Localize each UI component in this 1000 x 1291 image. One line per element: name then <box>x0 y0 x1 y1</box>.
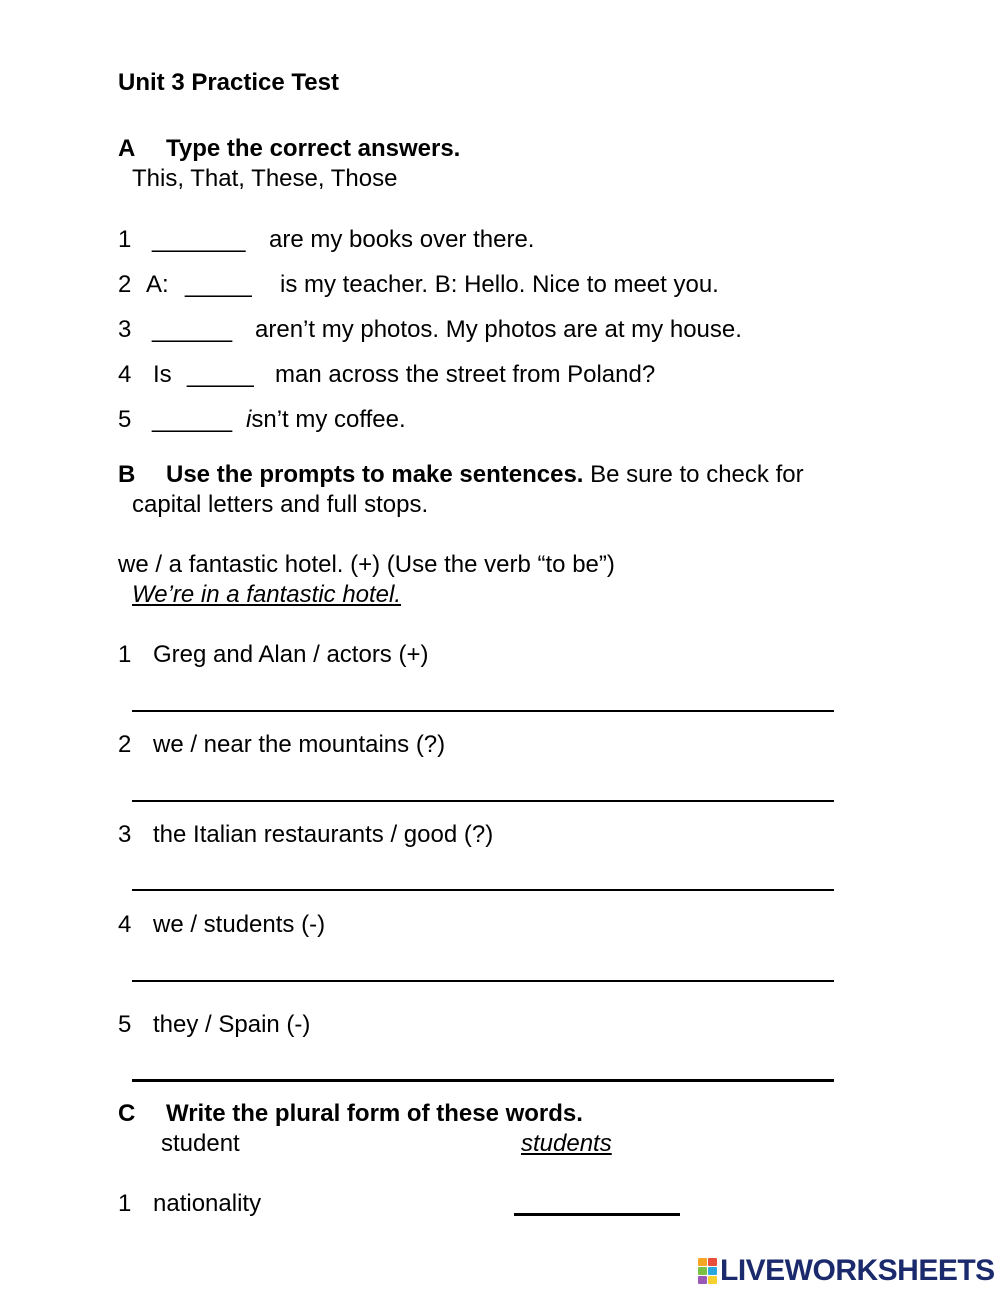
section-c-letter: C <box>118 1100 136 1127</box>
answer-line-b4[interactable] <box>132 980 834 982</box>
example-answer: We’re in a fantastic hotel. <box>132 581 402 608</box>
item-prefix: Is <box>153 361 172 388</box>
item-number: 1 <box>118 641 132 668</box>
item-number: 4 <box>118 911 132 938</box>
answer-blank-a2[interactable]: _____ <box>185 271 252 298</box>
item-prompt: we / students (-) <box>153 911 326 938</box>
section-a-instruction: Type the correct answers. <box>166 135 461 162</box>
item-number: 1 <box>118 1190 132 1217</box>
item-text: are my books over there. <box>269 226 535 253</box>
item-number: 2 <box>118 271 132 298</box>
liveworksheets-logo[interactable] <box>698 1254 995 1288</box>
item-number: 3 <box>118 821 132 848</box>
item-number: 1 <box>118 226 132 253</box>
page-title: Unit 3 Practice Test <box>118 69 339 96</box>
answer-line-b5[interactable] <box>132 1079 834 1082</box>
item-text: sn’t my coffee. <box>251 406 406 433</box>
item-number: 2 <box>118 731 132 758</box>
answer-blank-a4[interactable]: _____ <box>187 361 254 388</box>
item-text-line <box>246 406 406 434</box>
example-plural: students <box>521 1130 612 1157</box>
item-text: aren’t my photos. My photos are at my house. <box>255 316 742 343</box>
item-italic-letter: i <box>246 406 252 433</box>
item-word: nationality <box>153 1190 262 1217</box>
example-prompt: we / a fantastic hotel. (+) (Use the verb “to be”) <box>118 551 615 578</box>
answer-blank-a5[interactable]: ______ <box>152 406 233 433</box>
item-prompt: we / near the mountains (?) <box>153 731 446 758</box>
answer-blank-a1[interactable]: _______ <box>152 226 246 253</box>
item-prompt: they / Spain (-) <box>153 1011 311 1038</box>
section-b-instruction: Use the prompts to make sentences. <box>166 461 584 488</box>
answer-line-b3[interactable] <box>132 889 834 891</box>
example-word: student <box>161 1130 240 1157</box>
answer-line-b1[interactable] <box>132 710 834 712</box>
section-b-letter: B <box>118 461 136 488</box>
item-number: 4 <box>118 361 132 388</box>
answer-line-b2[interactable] <box>132 800 834 802</box>
answer-blank-a3[interactable]: ______ <box>152 316 233 343</box>
answer-line-c1[interactable] <box>514 1213 680 1216</box>
item-prompt: the Italian restaurants / good (?) <box>153 821 494 848</box>
item-text: is my teacher. B: Hello. Nice to meet you. <box>280 271 719 298</box>
section-a-letter: A <box>118 135 136 162</box>
item-number: 5 <box>118 1011 132 1038</box>
item-text: man across the street from Poland? <box>275 361 656 388</box>
section-a-word-bank: This, That, These, Those <box>132 165 398 192</box>
section-b-instruction-line <box>166 461 804 489</box>
section-b-instruction-line2: capital letters and full stops. <box>132 491 429 518</box>
item-prompt: Greg and Alan / actors (+) <box>153 641 429 668</box>
item-number: 3 <box>118 316 132 343</box>
section-c-instruction: Write the plural form of these words. <box>166 1100 583 1127</box>
item-number: 5 <box>118 406 132 433</box>
section-b-instruction-rest: Be sure to check for <box>583 461 804 488</box>
logo-blocks-icon <box>698 1258 717 1284</box>
item-prefix: A: <box>146 271 169 298</box>
logo-text: LIVEWORKSHEETS <box>720 1254 995 1287</box>
